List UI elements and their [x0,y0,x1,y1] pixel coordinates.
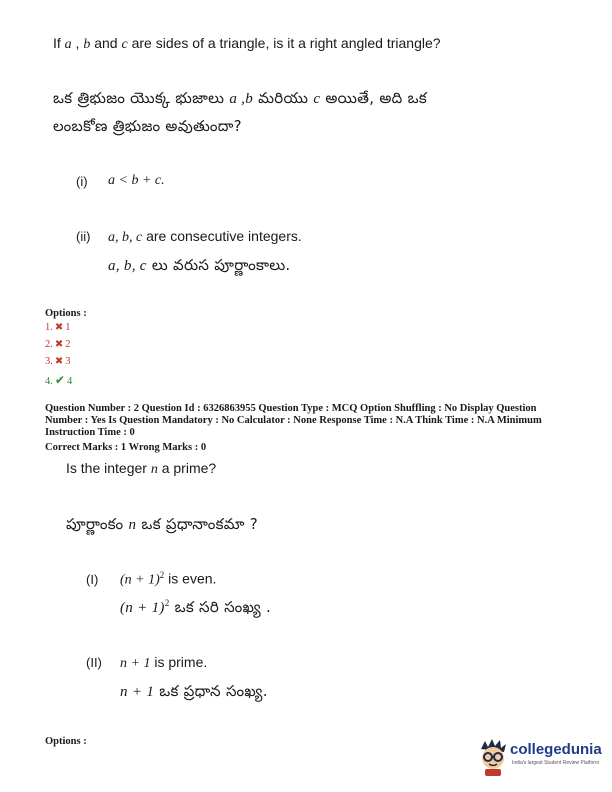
q2-statement-1-telugu [120,598,271,620]
q2-s2-te-text: ఒక ప్రధాన సంఖ్య. [154,682,268,700]
q2-s1-sup: 2 [159,570,165,580]
var-n: n [150,462,158,477]
var-a: a [64,37,72,52]
q1-te-pre: ఒక త్రిభుజం యొక్క భుజాలు [53,89,230,107]
option-value: 2 [65,339,71,350]
statement-2-number: (ii) [76,229,91,244]
q2-s2-te-expr: n + 1 [120,684,155,700]
statement-1-expression: a < b + c. [108,173,165,188]
option-number: 3. [45,356,53,367]
q2-te-post: ఒక ప్రధానాంకమా ? [136,515,259,533]
statement-2-body: are consecutive integers. [142,228,302,244]
q2-statement-1 [120,570,216,589]
question-meta-line-1: Question Number : 2 Question Id : 6326863955 Question Type : MCQ Option Shuffling : No Display Question [45,403,537,414]
collegedunia-logo [476,737,606,777]
q2-s2-expr: n + 1 [120,656,151,671]
option-value: 3 [65,356,71,367]
var-b: b [83,37,91,52]
logo-tagline: India's largest Student Review Platform [512,760,600,766]
question-1-telugu-line-1 [53,89,427,111]
check-icon: ✔ [54,373,65,387]
q2-title-post: a prime? [157,460,217,476]
q2-s1-te-text: ఒక సరి సంఖ్య . [169,598,272,616]
cross-icon: ✖ [54,339,64,350]
question-2-title [66,460,216,478]
q2-statement-1-number: (I) [86,572,99,587]
q2-statement-2 [120,654,207,672]
q2-title-pre: Is the integer [66,460,151,476]
options-label-2: Options : [45,736,87,747]
option-number: 1. [45,322,53,333]
statement-2-te-body: లు వరుస పూర్ణాంకాలు. [146,256,291,274]
option-4 [45,373,72,388]
q1-te-post: అయితే, అది ఒక [320,89,428,107]
question-marks: Correct Marks : 1 Wrong Marks : 0 [45,442,207,453]
q1-title-mid: and [90,35,122,51]
option-value: 1 [65,322,71,333]
option-2 [45,339,71,350]
option-3 [45,356,71,367]
option-1 [45,322,71,333]
statement-1-number: (i) [76,174,88,189]
question-1-telugu-line-2: లంబకోణ త్రిభుజం అవుతుందా? [53,117,242,135]
statement-2-vars: a, b, c [108,230,143,245]
var-n-te: n [128,517,137,533]
q2-s1-te-expr: (n + 1) [120,600,165,616]
q2-s2-text: is prime. [150,654,208,670]
q1-title-pre: If [53,35,65,51]
var-c-te: c [313,91,321,107]
q2-s1-text: is even. [164,570,217,587]
q1-title-comma: , [71,35,84,51]
question-2-telugu [66,515,258,537]
q2-statement-2-telugu [120,682,268,704]
mascot-icon [476,737,510,777]
q2-statement-2-number: (II) [86,655,102,670]
option-value: 4 [66,376,73,387]
var-ab: a ,b [229,91,254,107]
logo-brand: collegedunia [510,741,602,758]
question-meta-line-3: Instruction Time : 0 [45,427,135,438]
options-label-1: Options : [45,308,87,319]
statement-2-text [108,228,302,246]
q2-te-pre: పూర్ణాంకం [66,515,129,533]
question-1-title [53,35,441,53]
option-number: 4. [45,376,53,387]
q2-s1-te-sup: 2 [164,598,170,608]
q2-s1-expr: (n + 1) [120,572,160,588]
question-meta-line-2: Number : Yes Is Question Mandatory : No Calculator : None Response Time : N.A Think Time : N.A Minimum [45,415,542,426]
statement-2-te-vars: a, b, c [108,258,147,274]
option-number: 2. [45,339,53,350]
cross-icon: ✖ [54,356,64,367]
q1-title-post: are sides of a triangle, is it a right angled triangle? [127,35,441,51]
q1-te-mid: మరియు [253,89,314,107]
var-c: c [121,37,128,52]
cross-icon: ✖ [54,322,64,333]
statement-2-telugu [108,256,291,278]
